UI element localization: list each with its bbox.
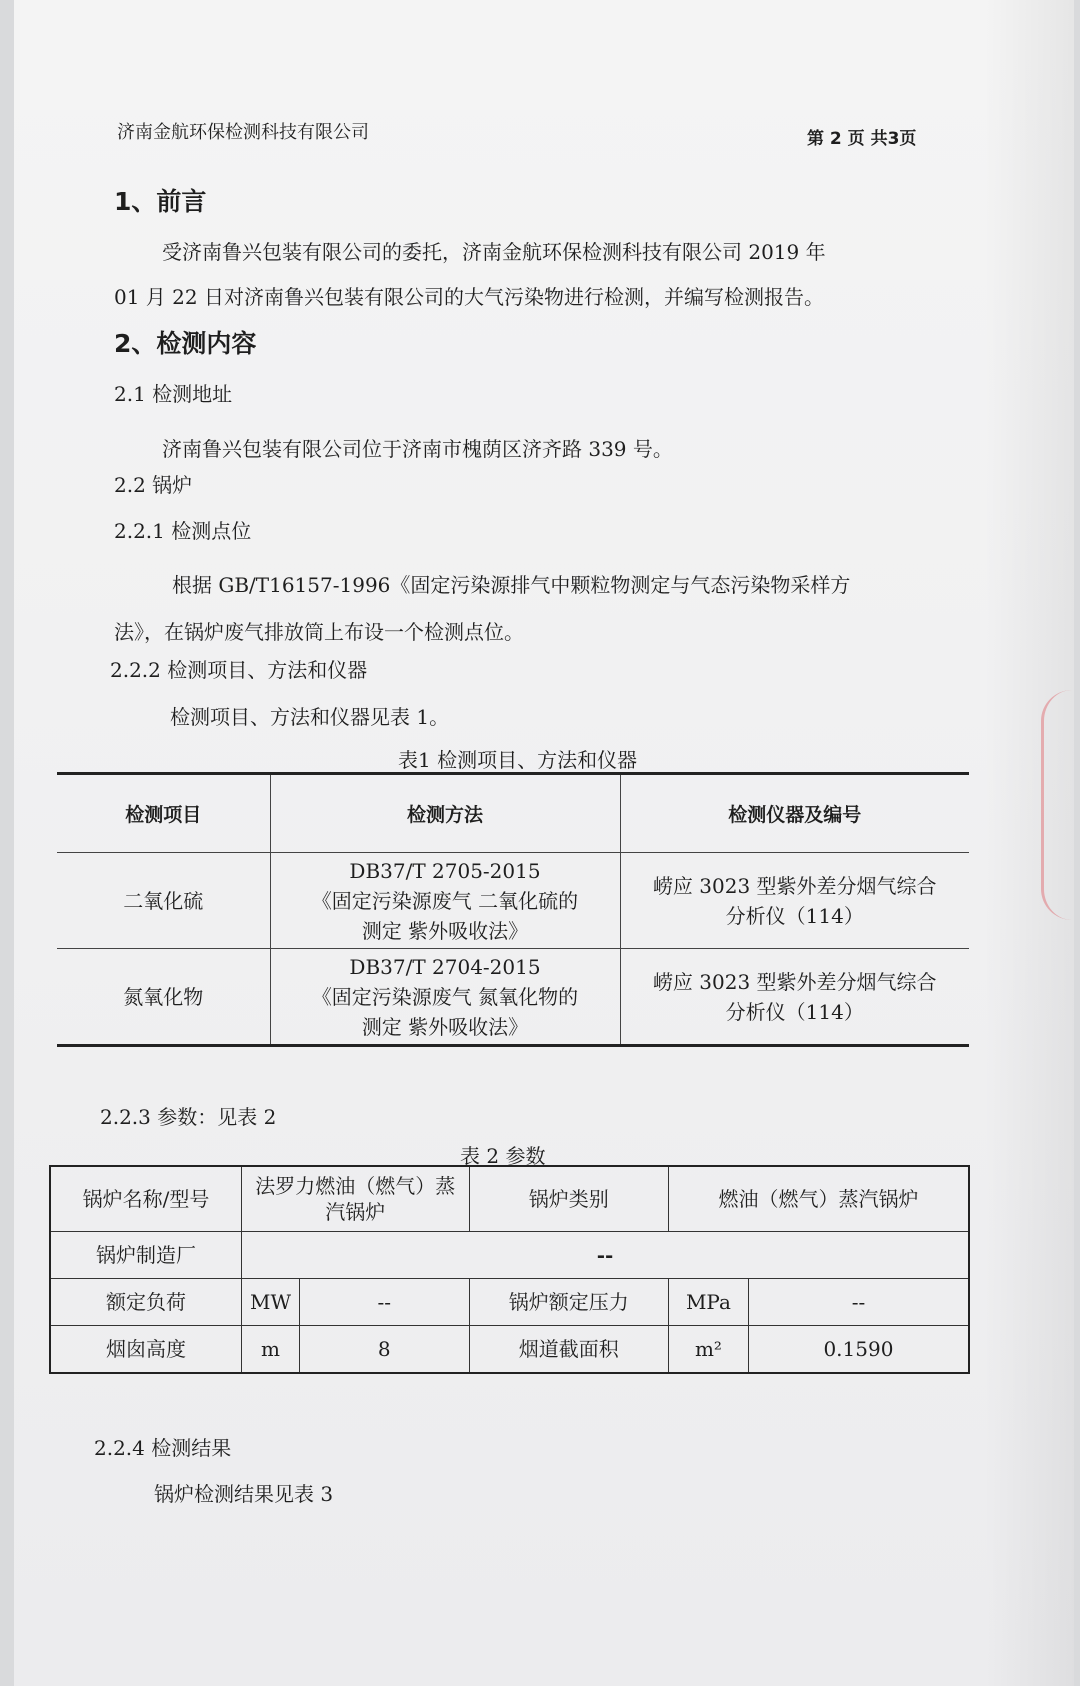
table-1-caption: 表1 检测项目、方法和仪器 xyxy=(398,748,638,772)
instrument-name: 崂应 3023 型紫外差分烟气综合 xyxy=(652,969,937,994)
section-2-2-1-title: 2.2.1 检测点位 xyxy=(114,519,252,543)
section-2-2-1-paragraph-line2: 法》，在锅炉废气排放筒上布设一个检测点位。 xyxy=(114,620,524,644)
table-1-header-row xyxy=(57,774,969,853)
instrument-name: 崂应 3023 型紫外差分烟气综合 xyxy=(652,873,937,898)
seal-stamp-edge xyxy=(1041,690,1072,920)
section-2-2-2-title: 2.2.2 检测项目、方法和仪器 xyxy=(110,658,368,682)
section-2-2-title: 2.2 锅炉 xyxy=(114,473,193,497)
rated-load-value: -- xyxy=(299,1279,469,1326)
flue-area-unit: m² xyxy=(668,1326,748,1374)
manufacturer-value: -- xyxy=(242,1232,969,1279)
section-2-2-3-title: 2.2.3 参数：见表 2 xyxy=(100,1105,277,1129)
flue-area-label: 烟道截面积 xyxy=(469,1326,668,1374)
section-2-2-2-paragraph: 检测项目、方法和仪器见表 1。 xyxy=(170,705,450,729)
method-code: DB37/T 2704-2015 xyxy=(349,954,541,979)
boiler-name-line1: 法罗力燃油（燃气）蒸 xyxy=(255,1174,456,1198)
section-2-1-title: 2.1 检测地址 xyxy=(114,382,233,406)
method-title: 《固定污染源废气 氮氧化物的 xyxy=(311,984,579,1009)
rated-pressure-value: -- xyxy=(748,1279,969,1326)
section-2-2-4-title: 2.2.4 检测结果 xyxy=(94,1436,232,1460)
manufacturer-label: 锅炉制造厂 xyxy=(50,1232,242,1279)
table-row xyxy=(57,853,969,949)
section-1-title: 1、前言 xyxy=(114,187,207,216)
table-row xyxy=(50,1232,969,1279)
method-title: 《固定污染源废气 二氧化硫的 xyxy=(311,888,579,913)
table-1-method-cell xyxy=(270,853,620,949)
table-row xyxy=(57,949,969,1046)
table-row xyxy=(50,1279,969,1326)
document-page xyxy=(14,0,1074,1686)
table-1-item-cell: 氮氧化物 xyxy=(57,949,270,1046)
section-1-paragraph-line2: 01 月 22 日对济南鲁兴包装有限公司的大气污染物进行检测，并编写检测报告。 xyxy=(114,285,824,309)
chimney-height-label: 烟囱高度 xyxy=(50,1326,242,1374)
boiler-name-value xyxy=(242,1166,470,1232)
method-code: DB37/T 2705-2015 xyxy=(349,858,541,883)
table-1-header-item: 检测项目 xyxy=(57,774,270,853)
rated-pressure-unit: MPa xyxy=(668,1279,748,1326)
instrument-id: 分析仪（114） xyxy=(725,999,864,1024)
boiler-name-label: 锅炉名称/型号 xyxy=(50,1166,242,1232)
table-1-method-cell xyxy=(270,949,620,1046)
table-1-item-cell: 二氧化硫 xyxy=(57,853,270,949)
method-subtitle: 测定 紫外吸收法》 xyxy=(361,918,529,943)
boiler-type-value: 燃油（燃气）蒸汽锅炉 xyxy=(668,1166,969,1232)
rated-load-label: 额定负荷 xyxy=(50,1279,242,1326)
chimney-height-unit: m xyxy=(242,1326,300,1374)
section-2-1-paragraph: 济南鲁兴包装有限公司位于济南市槐荫区济齐路 339 号。 xyxy=(162,437,673,461)
table-row xyxy=(50,1166,969,1232)
table-row xyxy=(50,1326,969,1374)
table-2-caption: 表 2 参数 xyxy=(460,1144,546,1168)
table-1-header-method: 检测方法 xyxy=(270,774,620,853)
section-2-2-1-paragraph-line1: 根据 GB/T16157-1996《固定污染源排气中颗粒物测定与气态污染物采样方 xyxy=(172,573,851,597)
rated-load-unit: MW xyxy=(242,1279,300,1326)
table-1-instrument-cell xyxy=(620,949,969,1046)
instrument-id: 分析仪（114） xyxy=(725,903,864,928)
table-1 xyxy=(57,772,969,1047)
boiler-type-label: 锅炉类别 xyxy=(469,1166,668,1232)
section-1-paragraph-line1: 受济南鲁兴包装有限公司的委托，济南金航环保检测科技有限公司 2019 年 xyxy=(162,240,826,264)
method-subtitle: 测定 紫外吸收法》 xyxy=(361,1014,529,1039)
rated-pressure-label: 锅炉额定压力 xyxy=(469,1279,668,1326)
flue-area-value: 0.1590 xyxy=(748,1326,969,1374)
boiler-name-line2: 汽锅炉 xyxy=(325,1200,386,1224)
table-1-header-instrument: 检测仪器及编号 xyxy=(620,774,969,853)
header-page-info: 第 2 页 共3页 xyxy=(807,129,917,149)
table-2 xyxy=(49,1165,970,1374)
table-1-instrument-cell xyxy=(620,853,969,949)
section-2-title: 2、检测内容 xyxy=(114,329,257,358)
chimney-height-value: 8 xyxy=(299,1326,469,1374)
section-2-2-4-paragraph: 锅炉检测结果见表 3 xyxy=(154,1482,334,1506)
header-company: 济南金航环保检测科技有限公司 xyxy=(117,122,369,143)
